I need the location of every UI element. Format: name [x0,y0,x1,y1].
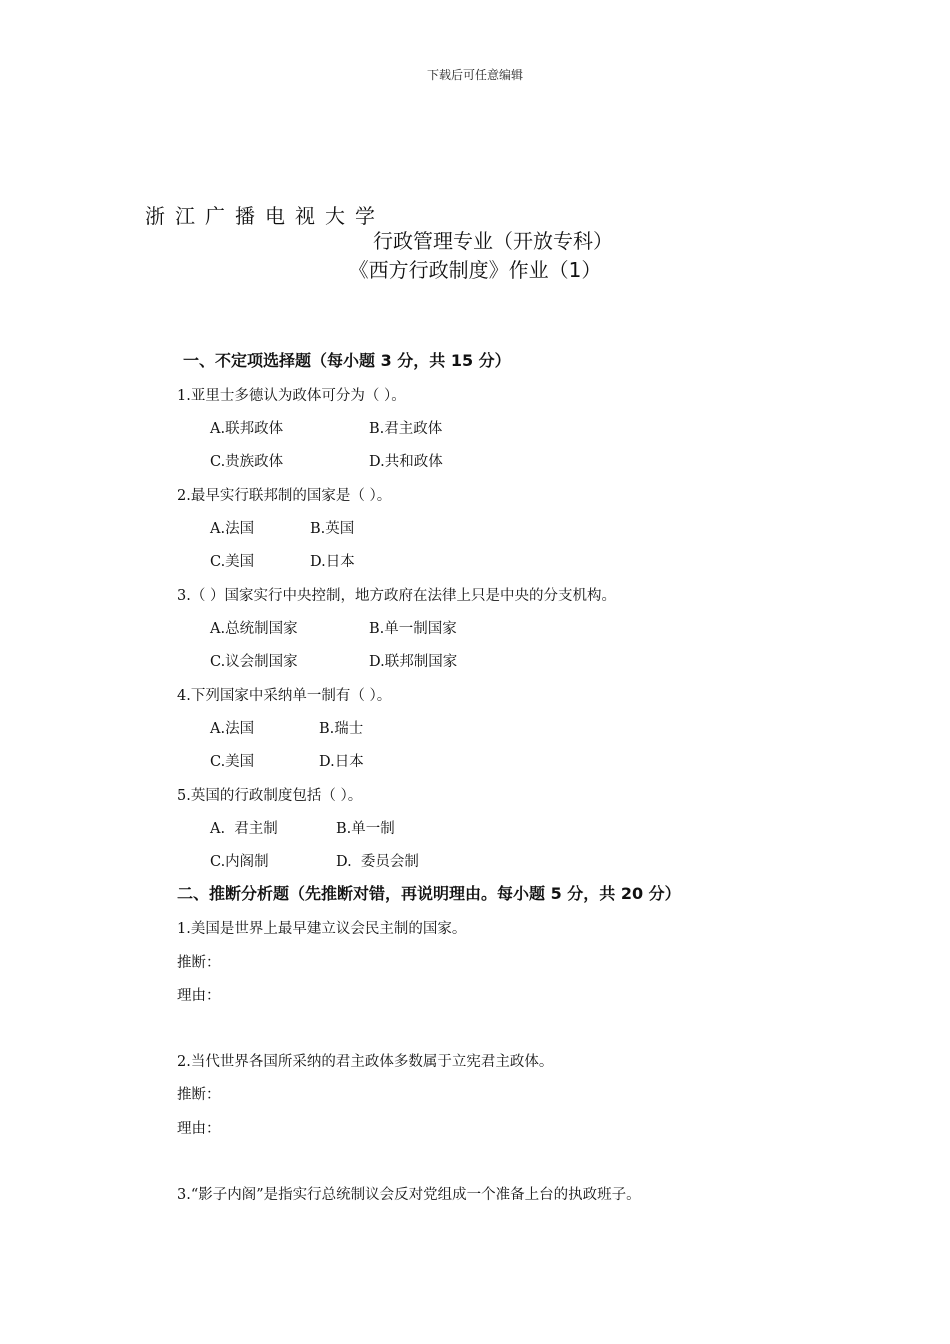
reason-label: 理由： [177,1121,221,1137]
option-c: C.议会制国家 [210,654,298,670]
question-stem: 3.（ ）国家实行中央控制，地方政府在法律上只是中央的分支机构。 [177,588,616,604]
option-d: D.日本 [310,554,355,570]
option-c: C.贵族政体 [210,454,284,470]
option-b: B.单一制国家 [369,621,457,637]
judgement-label: 推断： [177,1087,221,1103]
program-title: 行政管理专业（开放专科） [373,229,613,253]
question-stem: 2.最早实行联邦制的国家是（ ）。 [177,488,392,504]
question-stem: 1.亚里士多德认为政体可分为（ ）。 [177,388,406,404]
option-a: A.总统制国家 [210,621,298,637]
section1-heading: 一、不定项选择题（每小题 3 分，共 15 分） [183,351,511,370]
judgement-label: 推断： [177,955,221,971]
course-title: 《西方行政制度》作业（1） [348,258,602,282]
option-a: A.法国 [210,721,255,737]
download-note: 下载后可任意编辑 [426,68,523,82]
option-d: D.共和政体 [369,454,443,470]
option-c: C.美国 [210,754,255,770]
question-stem: 2.当代世界各国所采纳的君主政体多数属于立宪君主政体。 [177,1054,554,1070]
option-d: D.日本 [319,754,364,770]
option-c: C.美国 [210,554,255,570]
option-a: A.联邦政体 [210,421,284,437]
option-a: A.法国 [210,521,255,537]
option-b: B.英国 [310,521,355,537]
question-stem: 5.英国的行政制度包括（ ）。 [177,788,363,804]
option-c: C.内阁制 [210,854,269,870]
question-stem: 1.美国是世界上最早建立议会民主制的国家。 [177,921,467,937]
question-stem: 3.“影子内阁”是指实行总统制议会反对党组成一个准备上台的执政班子。 [177,1187,641,1203]
option-a: A. 君主制 [210,821,278,837]
question-stem: 4.下列国家中采纳单一制有（ ）。 [177,688,392,704]
section2-heading: 二、推断分析题（先推断对错，再说明理由。每小题 5 分，共 20 分） [177,884,681,903]
option-b: B.君主政体 [369,421,443,437]
option-d: D.联邦制国家 [369,654,458,670]
option-d: D. 委员会制 [336,854,419,870]
university-name: 浙江广播电视大学 [145,204,385,228]
option-b: B.单一制 [336,821,395,837]
option-b: B.瑞士 [319,721,364,737]
reason-label: 理由： [177,988,221,1004]
